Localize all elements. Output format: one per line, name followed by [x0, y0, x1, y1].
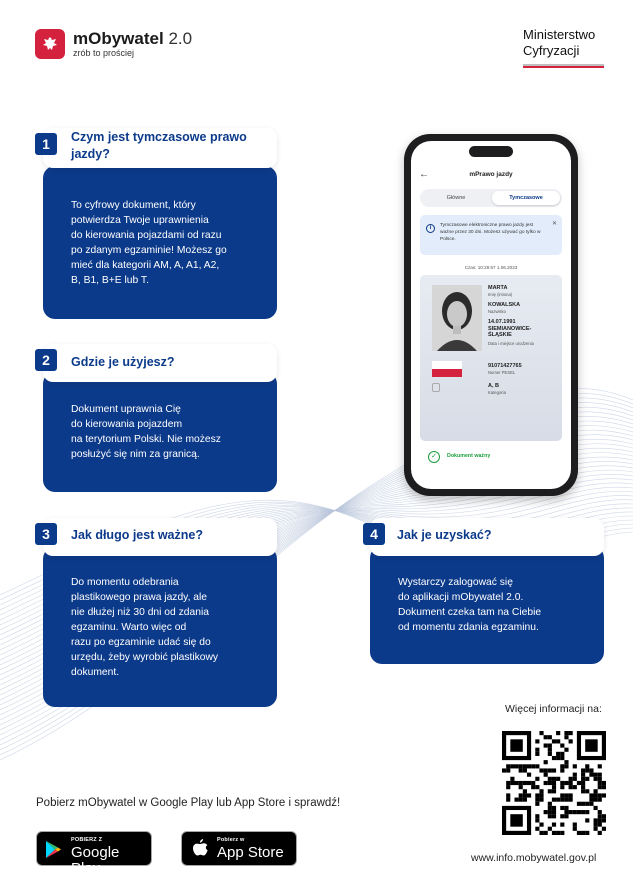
field-pesel-label: Numer PESEL	[488, 370, 516, 375]
field-first-name-label: Imię (imiona)	[488, 292, 513, 297]
phone-screen	[411, 141, 571, 489]
info-icon: i	[426, 224, 435, 233]
phone-mockup	[404, 134, 578, 496]
eagle-logo-icon	[35, 29, 65, 59]
apple-icon	[192, 839, 208, 859]
field-pesel-value: 91071427765	[488, 363, 522, 369]
qr-code[interactable]	[502, 731, 606, 835]
back-arrow-icon[interactable]: ←	[419, 169, 429, 180]
card-3-body: Do momentu odebrania plastikowego prawa jazdy, ale nie dłużej niż 30 dni od zdania egzaminu. Warto więc od razu po egzaminie udać się do urzędu, żeby wyrobić plastikowy dokument.	[43, 547, 277, 707]
card-1-body: To cyfrowy dokument, który potwierdza Twoje uprawnienia do kierowania pojazdami od razu po zdanym egzaminie! Możesz go mieć dla kategorii AM, A, A1, A2, B, B1, B+E lub T.	[43, 166, 277, 319]
holder-photo	[432, 285, 482, 351]
tab-temporary[interactable]: Tymczasowe	[492, 191, 560, 205]
card-4-title: Jak je uzyskać?	[397, 528, 492, 542]
field-last-name-value: KOWALSKA	[488, 302, 521, 308]
polish-flag	[432, 361, 462, 377]
emblem-icon	[432, 383, 440, 392]
tab-main[interactable]: Główne	[446, 195, 466, 201]
card-2-number: 2	[35, 349, 57, 371]
google-play-label: Google Play	[71, 844, 120, 877]
card-2-title: Gdzie je użyjesz?	[71, 355, 175, 369]
timestamp: Czas: 10:29:57 1.06.2023	[464, 265, 518, 270]
google-play-button[interactable]	[36, 831, 152, 877]
google-play-small-label: POBIERZ Z	[71, 837, 103, 843]
website-link[interactable]: www.info.mobywatel.gov.pl	[471, 852, 597, 864]
app-store-button[interactable]	[181, 831, 297, 866]
field-birth-label: Data i miejsce urodzenia	[488, 341, 534, 346]
card-4-body: Wystarczy zalogować się do aplikacji mObywatel 2.0. Dokument czeka tam na Ciebie od momentu zdania egzaminu.	[370, 546, 604, 664]
document-tabs	[420, 189, 562, 207]
validity-text: Dokument ważny	[447, 453, 491, 459]
info-banner	[420, 215, 562, 255]
phone-screen-title: mPrawo jazdy	[469, 171, 513, 178]
field-first-name-value: MARTA	[488, 285, 508, 291]
checkmark-icon: ✓	[428, 451, 440, 463]
card-3-title: Jak długo jest ważne?	[71, 528, 203, 542]
field-category-label: Kategoria	[488, 390, 506, 395]
license-document	[420, 275, 562, 441]
google-play-icon	[45, 840, 62, 859]
brand-tagline: zrób to prościej	[73, 48, 135, 58]
ministry-logo: Ministerstwo Cyfryzacji	[523, 27, 596, 58]
app-store-small-label: Pobierz w	[217, 837, 245, 843]
phone-notch	[469, 146, 513, 157]
card-1-title: Czym jest tymczasowe prawo jazdy?	[71, 130, 247, 161]
more-info-label: Więcej informacji na:	[505, 703, 602, 715]
info-text: Tymczasowe elektroniczne prawo jazdy jest ważne przez 30 dni. Możesz używać go tylko w Polsce.	[440, 223, 541, 242]
validity-status	[420, 443, 562, 471]
download-prompt: Pobierz mObywatel w Google Play lub App Store i sprawdź!	[36, 797, 341, 809]
close-icon[interactable]: ✕	[551, 221, 557, 227]
card-4-number: 4	[363, 523, 385, 545]
flag-stripe	[523, 64, 604, 68]
app-store-label: App Store	[217, 844, 284, 861]
card-1-number: 1	[35, 133, 57, 155]
field-last-name-label: Nazwisko	[488, 309, 506, 314]
brand-name: mObywatel 2.0	[73, 29, 193, 48]
card-3-number: 3	[35, 523, 57, 545]
card-2-body: Dokument uprawnia Cię do kierowania pojazdem na terytorium Polski. Nie możesz posłużyć się nim za granicą.	[43, 372, 277, 492]
field-category-value: A, B	[488, 383, 499, 389]
field-birth-value: 14.07.1991 SIEMIANOWICE-ŚLĄSKIE	[488, 319, 532, 338]
